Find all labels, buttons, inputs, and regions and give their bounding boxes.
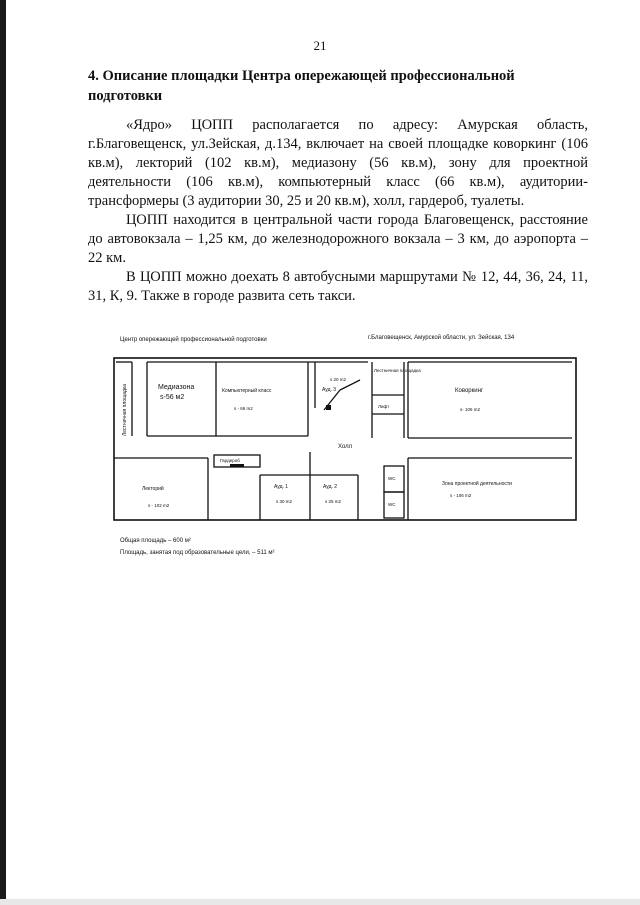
room-label-project-zone: Зона проектной деятельности [442, 481, 512, 487]
plan-title: Центр опережающей профессиональной подготовки [120, 337, 267, 343]
room-label-stairs-right: Лестничная площадка [374, 368, 421, 373]
room-label-cloakroom: Гардероб [220, 458, 240, 463]
floor-plan [110, 330, 590, 570]
page-number: 21 [313, 38, 327, 53]
edu-area-note: Площадь, занятая под образовательные цели, – 511 м² [120, 550, 275, 556]
room-area-media: s-56 м2 [160, 394, 185, 401]
floor-plan-drawing [110, 330, 590, 570]
scan-edge [0, 0, 6, 905]
room-label-coworking: Коворкинг [455, 388, 484, 394]
room-area-lecture: s - 102 m2 [148, 503, 170, 508]
room-area-project-zone: s - 106 m2 [450, 493, 472, 498]
total-area-note: Общая площадь – 600 м² [120, 538, 191, 544]
room-label-aud2: Ауд. 2 [323, 484, 338, 490]
room-area-aud3: s 20 m2 [330, 377, 347, 382]
room-label-aud3: Ауд. 3 [322, 387, 337, 393]
room-label-aud1: Ауд. 1 [274, 484, 289, 490]
room-area-coworking: s- 106 m2 [460, 407, 481, 412]
room-area-computer: s - 66 m2 [234, 406, 253, 411]
outer-wall [114, 358, 576, 520]
paragraph-transport: В ЦОПП можно доехать 8 автобусными маршрутами № 12, 44, 36, 24, 11, 31, К, 9. Также в городе развита сеть такси. [88, 269, 588, 304]
room-label-stairs-left: Лестничная площадка [122, 383, 128, 436]
plan-address: г.Благовещенск, Амурской области, ул. Зейская, 134 [368, 335, 515, 341]
section-heading: 4. Описание площадки Центра опережающей профессиональной подготовки [88, 68, 515, 104]
room-label-computer: Компьютерный класс [222, 388, 272, 394]
paragraph-location: ЦОПП находится в центральной части города Благовещенск, расстояние до автовокзала – 1,25 км, до железнодорожного вокзала – 3 км, до аэропорта – 22 км. [88, 212, 588, 266]
room-label-wc-2: WC [388, 502, 396, 507]
room-label-hall: Холл [338, 444, 353, 450]
room-label-lift: Лифт [378, 404, 390, 409]
room-label-wc-1: WC [388, 476, 396, 481]
paragraph-address: «Ядро» ЦОПП располагается по адресу: Амурская область, г.Благовещенск, ул.Зейская, д.134, включает на своей площадке коворкинг (106 кв.м), лекторий (102 кв.м), медиазону (56 кв.м), зону для проектной деятельности (106 кв.м), компьютерный класс (66 кв.м), аудитории-трансформеры (3 аудитории 30, 25 и 20 кв.м), холл, гардероб, туалеты. [88, 117, 588, 209]
room-area-aud2: s 25 m2 [325, 499, 342, 504]
room-label-lecture: Лекторий [142, 486, 164, 492]
room-label-media: Медиазона [158, 384, 195, 391]
body-text [88, 116, 588, 306]
room-area-aud1: s 30 m2 [276, 499, 293, 504]
scan-bottom-strip [0, 899, 640, 905]
